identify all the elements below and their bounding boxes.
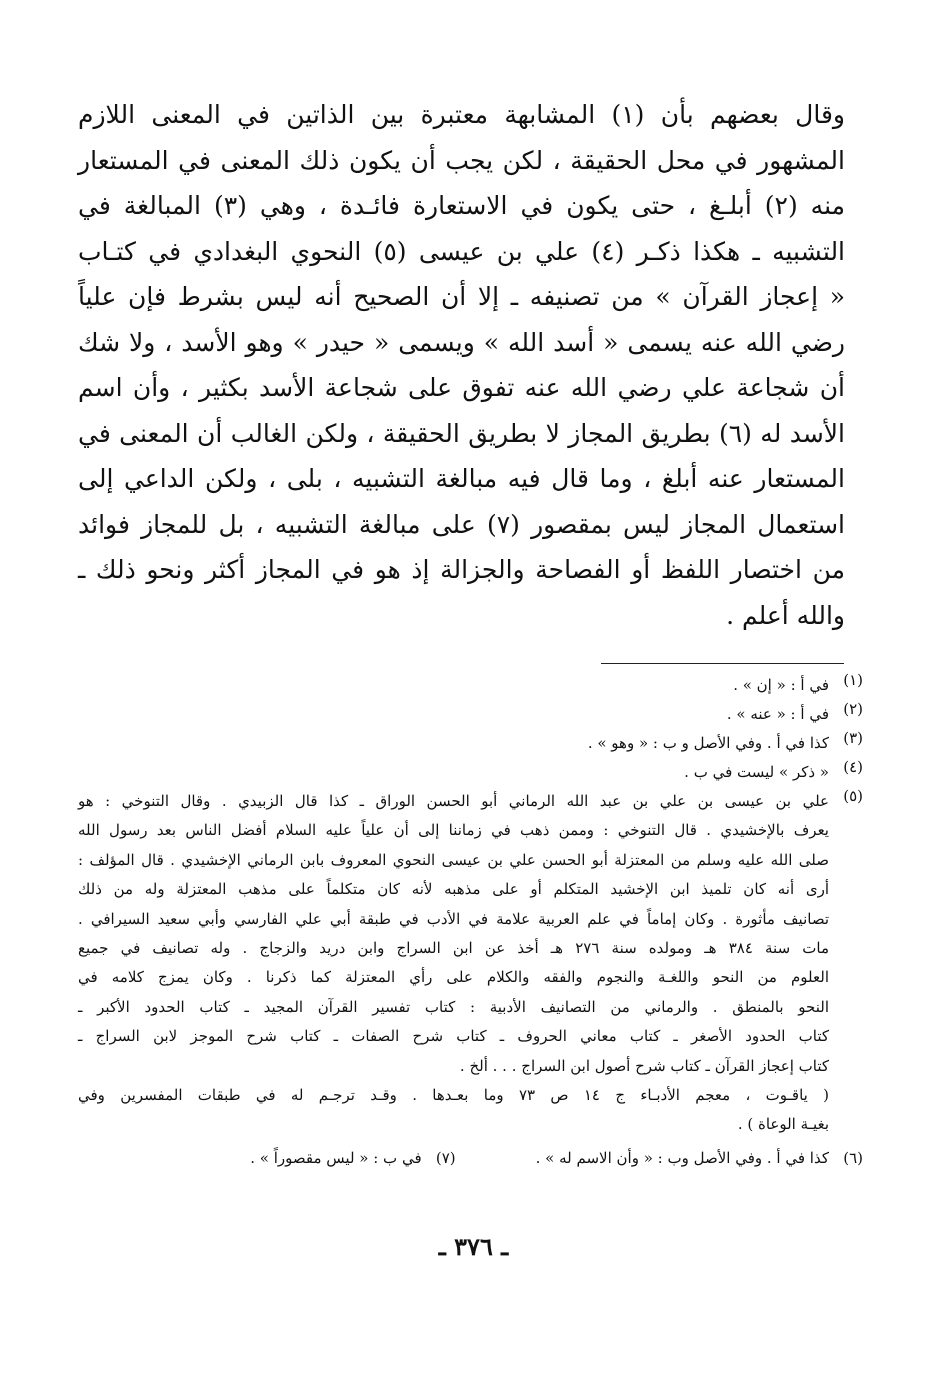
footnote-6-text: كذا في أ . وفي الأصل وب : « وأن الاسم له » . xyxy=(535,1148,829,1167)
text-line: استعمال المجاز ليس بمقصور (٧) على مبالغة التشبيه ، بل للمجاز فوائد xyxy=(78,509,845,539)
footnote-text-line: ( ياقـوت ، معجم الأدبـاء ج ١٤ ص ٧٣ وما بعـدها . وقـد ترجـم له في طبقات المفسرين وفي xyxy=(78,1085,830,1104)
footnote-text: في أ : « عنه » . xyxy=(726,705,829,723)
footnote-text-line: تصانيف مأثورة . وكان إماماً في علم العربية علامة في الأدب في طبقة أبي علي الفارسي وأبي سعيد السيرافي . xyxy=(78,909,829,928)
footnote-text-line: علي بن عيسى بن علي بن عبد الله الرماني أبو الحسن الوراق ـ كذا قال الزبيدي . وقال التنوخي : هو xyxy=(78,792,829,810)
footnote-text: كذا في أ . وفي الأصل و ب : « وهو » . xyxy=(587,734,829,752)
text-line: الأسد له (٦) بطريق المجاز لا بطريق الحقيقة ، ولكن الغالب أن المعنى في xyxy=(78,418,845,448)
footnote-divider xyxy=(601,663,844,664)
footnote-text-line: العلوم من النحو واللغـة والنجوم والفقه والكلام على رأي المعتزلة كما ذكرنا . وكان يمزج كلامه في xyxy=(78,968,829,987)
text-line: أن شجاعة علي رضي الله عنه تفوق على شجاعة الأسد بكثير ، وأن اسم xyxy=(78,373,845,402)
text-line: والله أعلم . xyxy=(726,600,845,630)
footnote-1 xyxy=(78,671,863,700)
text-line: منه (٢) أبلـغ ، حتى يكون في الاستعارة فائـدة ، وهي (٣) المبالغة في xyxy=(78,191,845,220)
footnote-number: (٣) xyxy=(843,729,863,747)
text-line: المستعار عنه أبلغ ، وما قال فيه مبالغة التشبيه ، بلى ، ولكن الداعي إلى xyxy=(78,464,845,493)
footnote-4 xyxy=(78,758,863,787)
text-line: التشبيه ـ هكذا ذكـر (٤) علي بن عيسى (٥) النحوي البغدادي في كتـاب xyxy=(78,236,846,266)
footnote-number: (٥) xyxy=(843,787,863,805)
text-line: وقال بعضهم بأن (١) المشابهة معتبرة بين الذاتين في المعنى اللازم xyxy=(78,100,845,129)
footnote-text-line: مات سنة ٣٨٤ هـ ومولده سنة ٢٧٦ هـ أخذ عن ابن السراج وابن دريد والزجاج . وله تصانيف في جميع xyxy=(78,938,830,957)
footnote-5 xyxy=(78,787,863,1140)
footnote-text-line: النحو بالمنطق . والرماني من التصانيف الأدبية : كتاب تفسير القرآن المجيد ـ كتاب الحدود الأكبر ـ xyxy=(78,997,829,1016)
text-line: من اختصار اللفظ أو الفصاحة والجزالة إذ هو في المجاز أكثر ونحو ذلك ـ xyxy=(78,555,845,584)
footnote-number: (٢) xyxy=(843,700,863,718)
page-number: ـ ٣٧٦ ـ xyxy=(438,1232,509,1261)
footnote-number: (٧) xyxy=(435,1148,456,1167)
footnotes-6-7 xyxy=(78,1144,863,1173)
footnote-text-line: يعرف بالإخشيدي . قال التنوخي : وممن ذهب في زماننا إلى أن علياً عليه السلام أفضل الناس بعد رسول الله xyxy=(78,821,829,840)
text-line: رضي الله عنه يسمى « أسد الله » ويسمى « حيدر » وهو الأسد ، ولا شك xyxy=(78,327,845,357)
footnote-text-line: أرى أنه كان تلميذ ابن الإخشيد المتكلم أو على مذهبه لأنه كان متكلماً على مذهب المعتزلة وله من ذلك xyxy=(78,880,829,899)
footnote-7 xyxy=(250,1144,455,1173)
footnote-text-line: كتاب إعجاز القرآن ـ كتاب شرح أصول ابن السراج . . . ألخ . xyxy=(459,1056,829,1075)
footnote-text-line: كتاب الحدود الأصغر ـ كتاب معاني الحروف ـ كتاب شرح الصفات ـ كتاب شرح الموجز لابن السراج ـ xyxy=(78,1027,829,1046)
footnote-text-line: صلى الله عليه وسلم من المعتزلة أبو الحسن علي بن عيسى النحوي المعروف بابن الرماني الإخشيدي . قال المؤلف : xyxy=(78,850,829,869)
footnote-text: في أ : « إن » . xyxy=(733,676,829,694)
footnote-3 xyxy=(78,729,863,758)
footnote-text: « ذكر » ليست في ب . xyxy=(684,763,829,781)
footnote-number: (٤) xyxy=(843,758,863,776)
footnote-2 xyxy=(78,700,863,729)
footnote-number: (٦) xyxy=(843,1148,863,1167)
footnote-number: (١) xyxy=(843,671,863,689)
footnote-7-text: في ب : « ليس مقصوراً » . xyxy=(250,1148,422,1167)
footnote-text-line: بغيـة الوعاة ) . xyxy=(737,1115,829,1134)
footnotes xyxy=(78,671,863,1173)
text-line: المشهور في محل الحقيقة ، لكن يجب أن يكون ذلك المعنى في المستعار xyxy=(78,145,845,175)
main-text xyxy=(78,92,845,638)
text-line: « إعجاز القرآن » من تصنيفه ـ إلا أن الصحيح أنه ليس بشرط فإن علياً xyxy=(78,282,845,311)
